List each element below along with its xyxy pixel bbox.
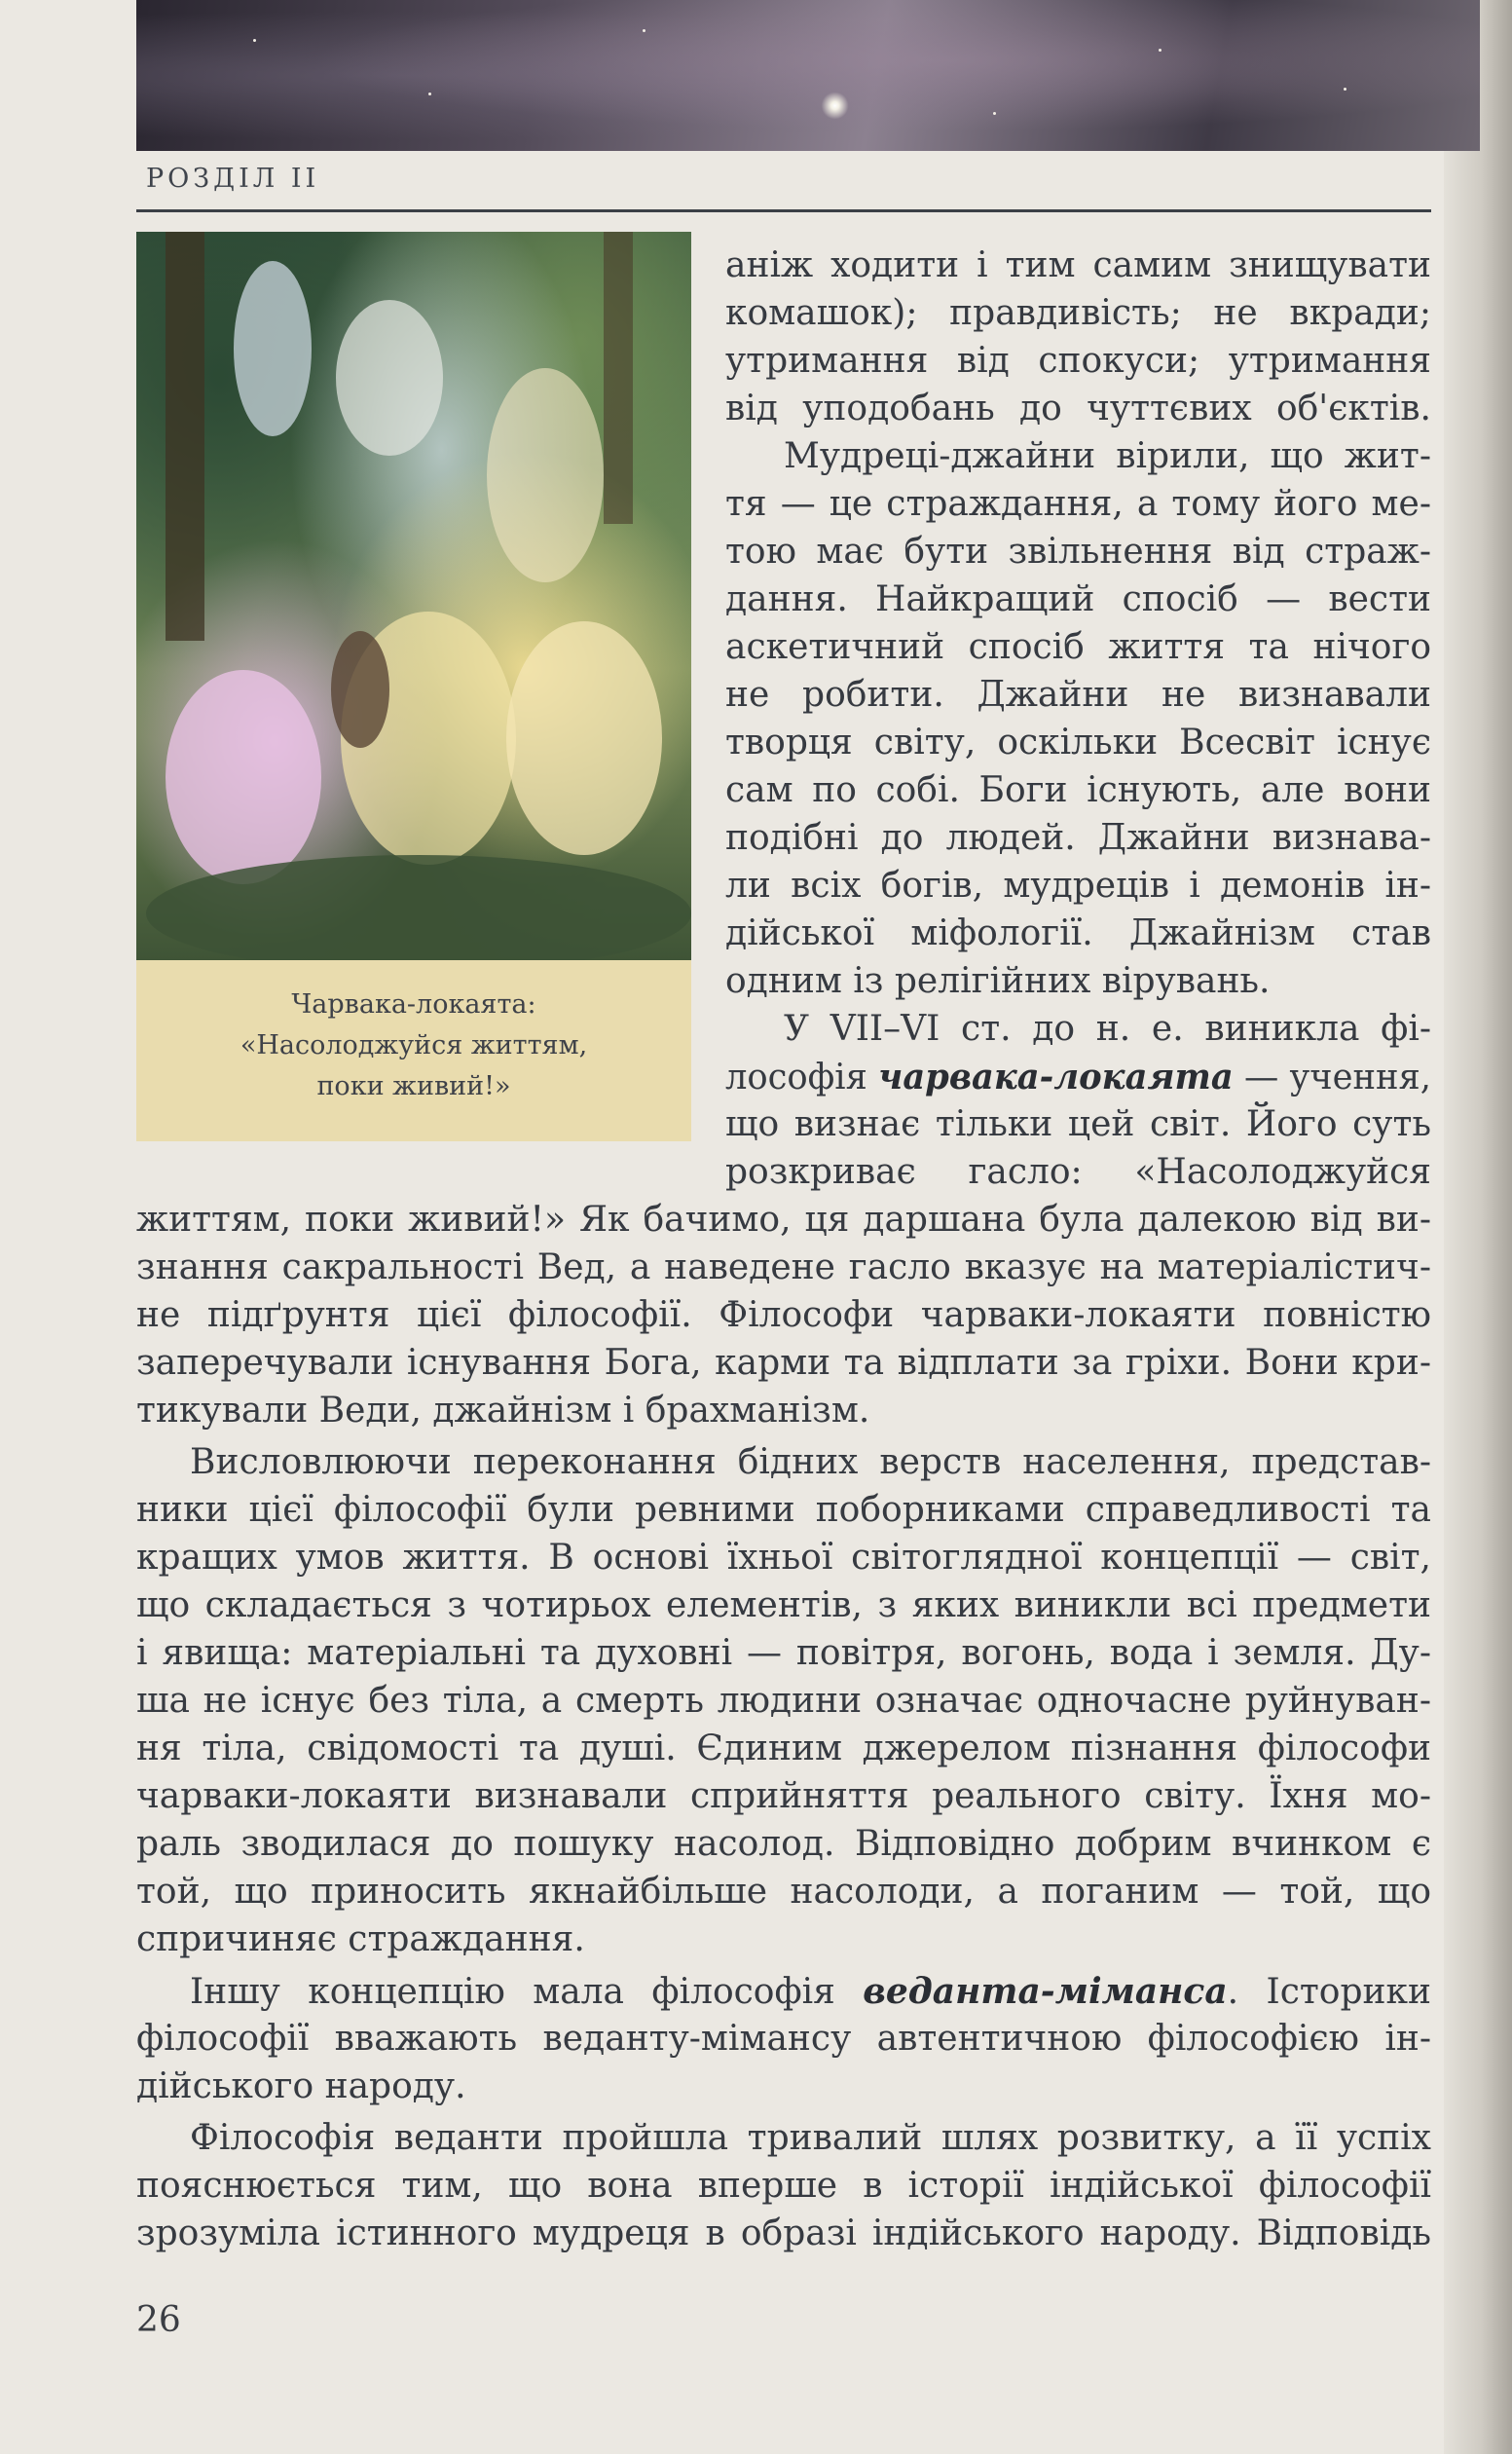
text-line: Мудреці-джайни вірили, що жит- xyxy=(784,436,1431,476)
page-gutter-shadow xyxy=(1444,0,1512,2454)
text-line: і явища: матеріальні та духовні — повітря, вогонь, вода і земля. Ду- xyxy=(136,1633,1431,1673)
text-line: філософії вважають веданту-мімансу автентичною філософією ін- xyxy=(136,2019,1431,2059)
text-line: ня тіла, свідомості та душі. Єдиним джерелом пізнання філософи xyxy=(136,1729,1431,1768)
text-run: — учення, xyxy=(1233,1058,1431,1097)
text-line-with-term xyxy=(190,1971,1431,2012)
caption-line: поки живий!» xyxy=(316,1071,511,1101)
text-line: від уподобань до чуттєвих об'єктів. xyxy=(725,389,1431,428)
text-line: дання. Найкращий спосіб — вести xyxy=(725,579,1431,619)
text-line: пояснюється тим, що вона вперше в історії індійської філософії xyxy=(136,2166,1431,2206)
star-dot xyxy=(643,29,645,32)
text-line: Філософія веданти пройшла тривалий шлях розвитку, а її успіх xyxy=(190,2118,1431,2158)
text-line: життям, поки живий!» Як бачимо, ця даршана була далекою від ви- xyxy=(136,1200,1431,1240)
text-line: одним із релігійних вірувань. xyxy=(725,961,1271,1001)
text-run: . Історики xyxy=(1227,1972,1431,2012)
text-line: не підґрунтя цієї філософії. Філософи чарваки-локаяти повністю xyxy=(136,1295,1431,1335)
text-line: аніж ходити і тим самим знищувати xyxy=(725,245,1431,285)
text-line: розкриває гасло: «Насолоджуйся xyxy=(725,1152,1431,1192)
text-line: спричиняє страждання. xyxy=(136,1919,585,1959)
text-line: подібні до людей. Джайни визнава- xyxy=(725,818,1431,858)
illustration-charvaka-painting xyxy=(136,232,691,960)
text-line: утримання від спокуси; утримання xyxy=(725,341,1431,381)
text-line: тикували Веди, джайнізм і брахманізм. xyxy=(136,1391,870,1431)
text-line: що визнає тільки цей світ. Його суть xyxy=(725,1104,1431,1144)
star-dot xyxy=(253,39,256,42)
text-line: ники цієї філософії були ревними поборниками справедливості та xyxy=(136,1490,1431,1530)
text-line: творця світу, оскільки Всесвіт існує xyxy=(725,723,1431,762)
page-number: 26 xyxy=(136,2300,181,2340)
term-charvaka-lokayata: чарвака-локаята xyxy=(878,1057,1234,1097)
text-line: раль зводилася до пошуку насолод. Відповідно добрим вчинком є xyxy=(136,1824,1431,1864)
text-line: дійського народу. xyxy=(136,2066,466,2106)
painting-figures xyxy=(136,232,691,960)
text-line: чарваки-локаяти визнавали сприйняття реального світу. Їхня мо- xyxy=(136,1776,1431,1816)
text-line: кращих умов життя. В основі їхньої світоглядної концепції — світ, xyxy=(136,1538,1431,1578)
text-line: комашок); правдивість; не вкради; xyxy=(725,293,1431,333)
star-dot xyxy=(1159,49,1162,52)
text-line: ша не існує без тіла, а смерть людини означає одночасне руйнуван- xyxy=(136,1681,1431,1721)
text-run: Іншу концепцію мала філософія xyxy=(190,1972,864,2012)
text-line: дійської міфології. Джайнізм став xyxy=(725,913,1431,953)
star-dot xyxy=(1344,88,1346,91)
caption-line: Чарвака-локаята: xyxy=(291,989,536,1020)
illustration-caption xyxy=(136,960,691,1141)
caption-line: «Насолоджуйся життям, xyxy=(240,1030,588,1060)
text-line: сам по собі. Боги існують, але вони xyxy=(725,770,1431,810)
text-line: тя — це страждання, а тому його ме- xyxy=(725,484,1431,524)
text-line: заперечували існування Бога, карми та відплати за гріхи. Вони кри- xyxy=(136,1343,1431,1383)
text-line: Висловлюючи переконання бідних верств населення, представ- xyxy=(190,1442,1431,1482)
text-line: ли всіх богів, мудреців і демонів ін- xyxy=(725,866,1431,906)
header-space-image xyxy=(136,0,1480,151)
text-line: У VII–VI ст. до н. е. виникла фі- xyxy=(784,1009,1431,1049)
header-rule xyxy=(136,209,1431,212)
star-dot xyxy=(428,93,431,95)
text-run: лософія xyxy=(725,1058,879,1097)
star-dot xyxy=(993,112,996,115)
text-line: що складається з чотирьох елементів, з яких виникли всі предмети xyxy=(136,1585,1431,1625)
term-vedanta-mimansa: веданта-міманса xyxy=(863,1971,1228,2012)
text-line-with-term xyxy=(725,1057,1431,1097)
chapter-label: РОЗДІЛ II xyxy=(146,164,320,194)
text-line: тою має бути звільнення від страж- xyxy=(725,532,1431,572)
text-line: той, що приносить якнайбільше насолоди, а поганим — той, що xyxy=(136,1872,1431,1912)
text-line: не робити. Джайни не визнавали xyxy=(725,675,1431,715)
text-line: аскетичний спосіб життя та нічого xyxy=(725,627,1431,667)
text-line: зрозуміла істинного мудреця в образі індійського народу. Відповідь xyxy=(136,2213,1431,2253)
text-line: знання сакральності Вед, а наведене гасло вказує на матеріалістич- xyxy=(136,1247,1431,1287)
